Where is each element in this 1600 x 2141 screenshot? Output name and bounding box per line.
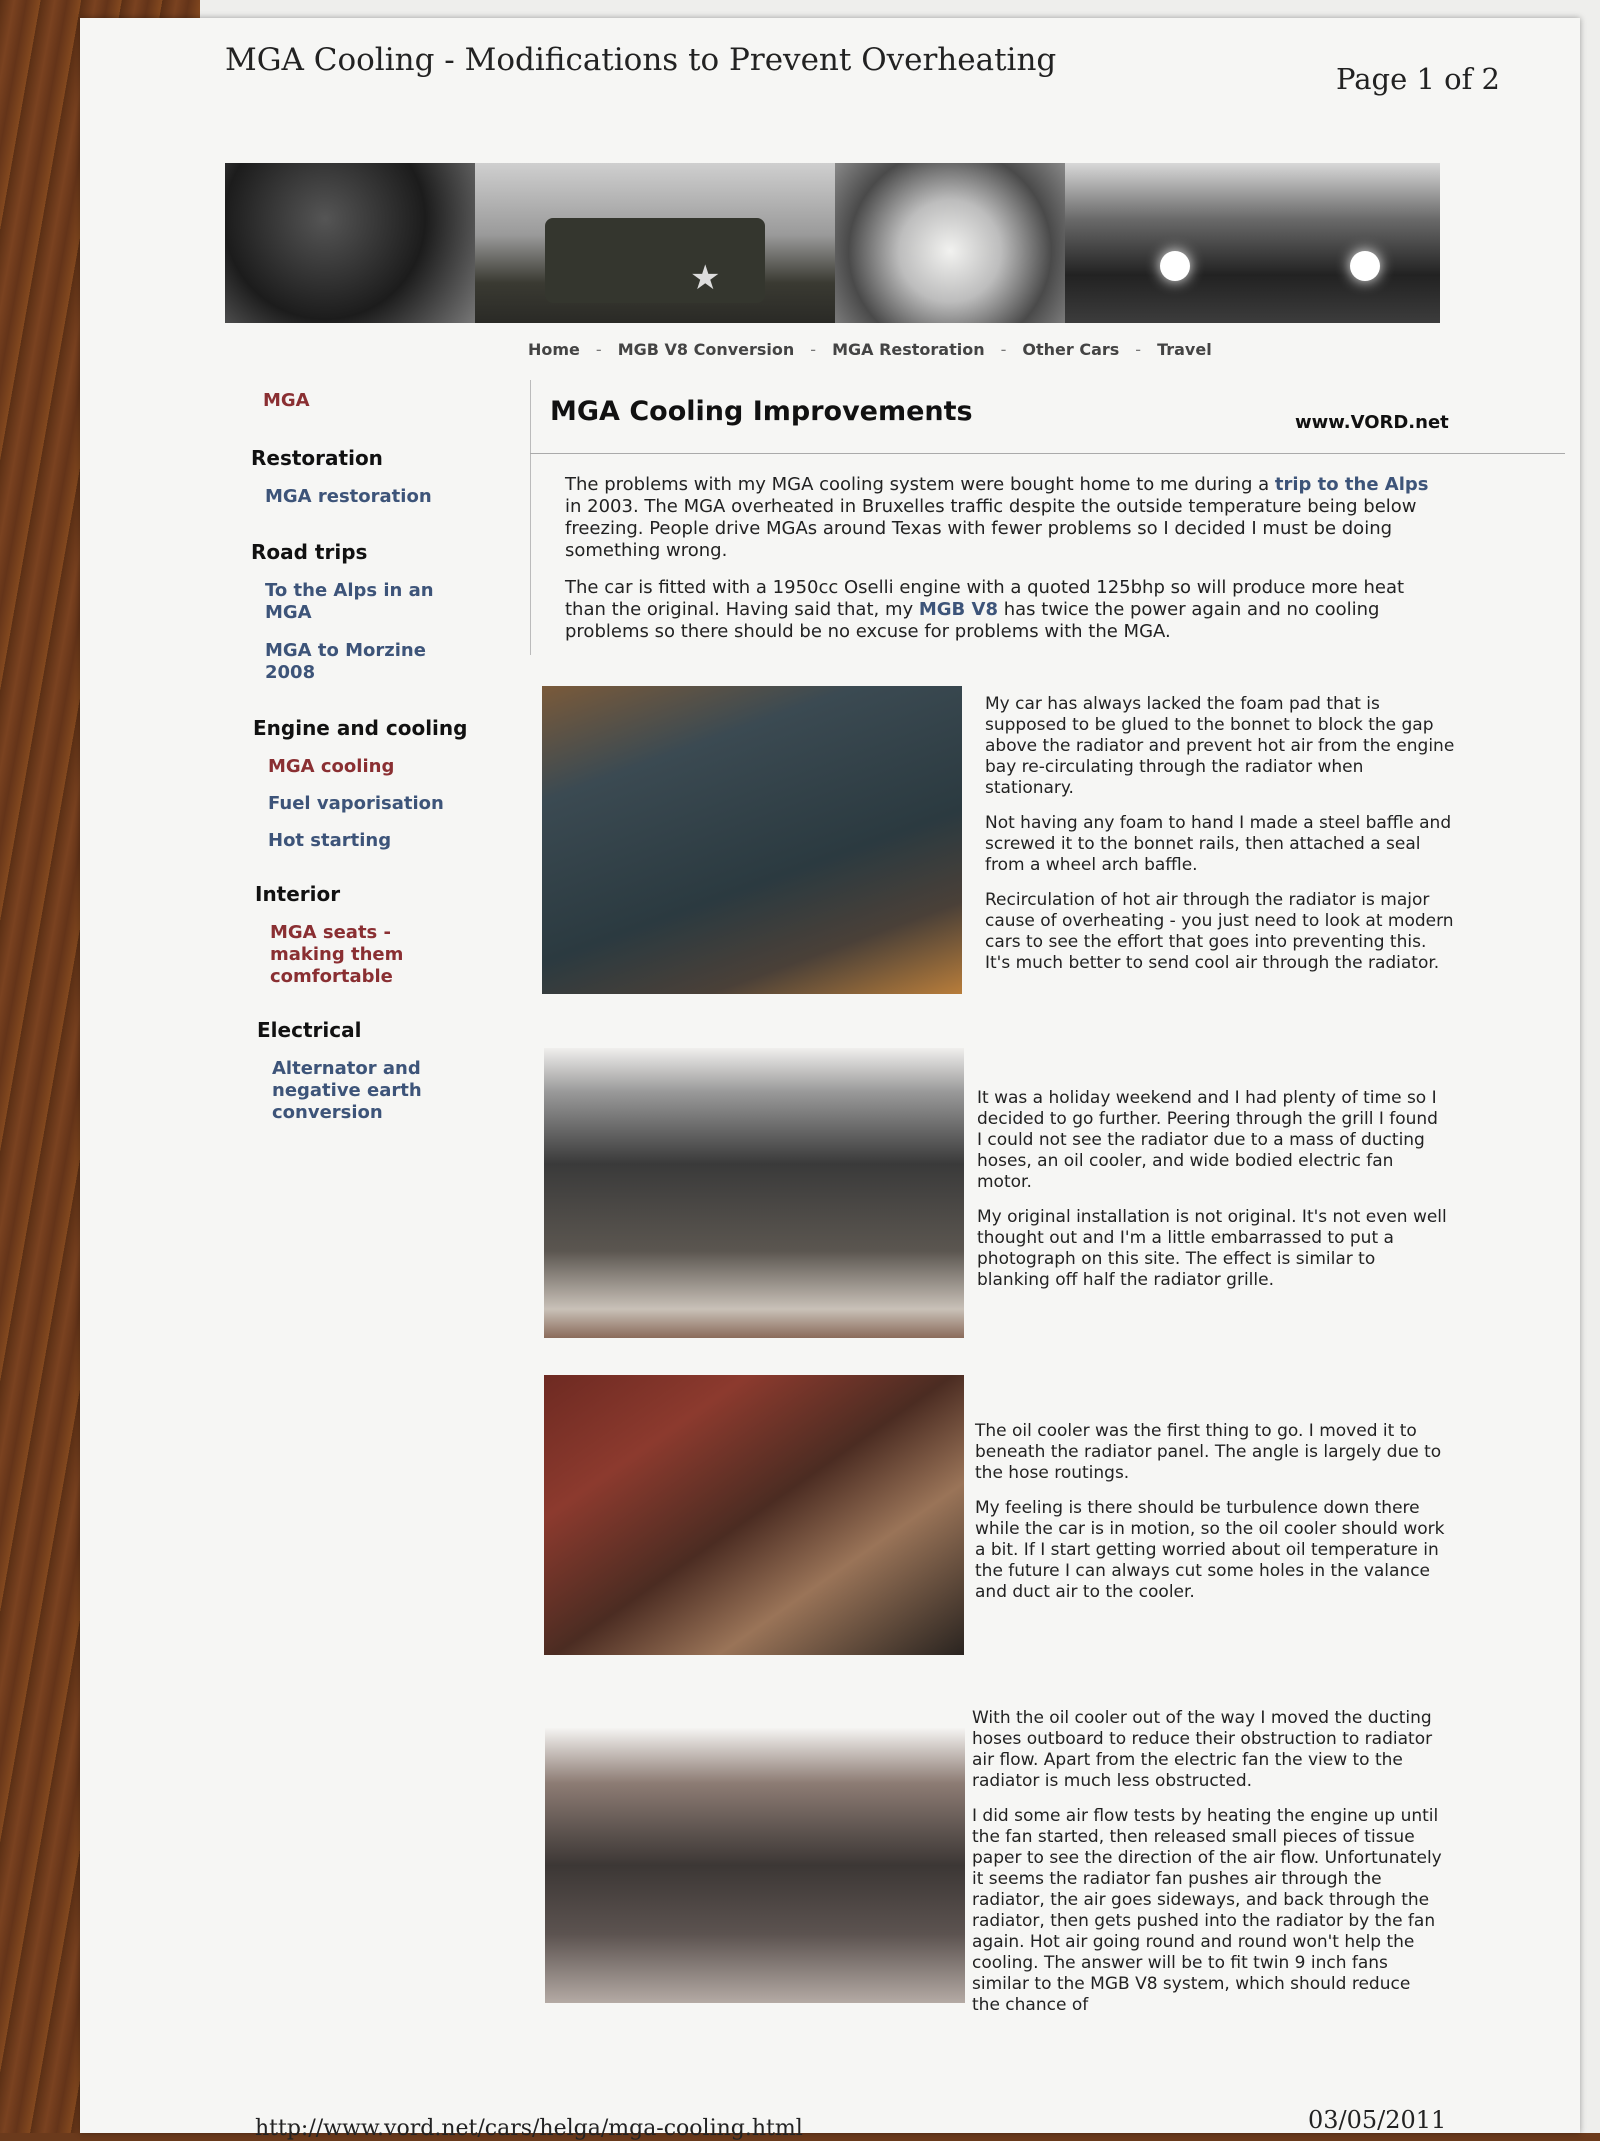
nav-travel[interactable]: Travel: [1157, 340, 1212, 359]
nav-mga-restoration[interactable]: MGA Restoration: [832, 340, 985, 359]
sidebar-heading-restoration: Restoration: [251, 446, 383, 470]
print-header-title: MGA Cooling - Modifications to Prevent Overheating: [225, 42, 1057, 78]
headlight-left: [1160, 251, 1190, 281]
print-footer-date: 03/05/2011: [1308, 2106, 1447, 2134]
print-footer-url: http://www.vord.net/cars/helga/mga-cooling.html: [255, 2116, 803, 2141]
banner-mga-car-photo: [1065, 163, 1440, 323]
text-block-4: With the oil cooler out of the way I moved the ducting hoses outboard to reduce their obstruction to radiator air flow. Apart from the electric fan the view to the radiator is much less obstructed. I did some air flow tests by heating the engine up until the fan started, then released small pieces of tissue paper to see the direction of the air flow. Unfortunately it seems the radiator fan pushes air through the radiator, the air goes sideways, and back through the radiator, then gets pushed into the radiator by the fan again. Hot air going round and round won't help the cooling. The answer will be to fit twin 9 inch fans similar to the MGB V8 system, which should reduce the chance of: [972, 1708, 1442, 2015]
photo-bonnet-baffle: [542, 686, 962, 994]
sidebar-heading-engine-cooling: Engine and cooling: [253, 716, 468, 740]
sidebar-link-fuel-vaporisation[interactable]: Fuel vaporisation: [268, 793, 444, 814]
intro-paragraph-2: The car is fitted with a 1950cc Oselli engine with a quoted 125bhp so will produce more heat than the original. Having said that, my MGB V8 has twice the power again and no cooling problems so there should be no excuse for problems with the MGA.: [565, 577, 1405, 642]
sidebar-link-alps[interactable]: To the Alps in an MGA: [265, 580, 434, 623]
content-divider-vertical: [530, 380, 531, 655]
link-trip-to-the-alps[interactable]: trip to the Alps: [1274, 474, 1429, 495]
banner-teddy-bear-photo: [835, 163, 1065, 323]
photo-grill-ducting: [544, 1048, 964, 1338]
banner-engine-photo: [225, 163, 475, 323]
banner-tank-photo: [475, 163, 835, 323]
page-title: MGA Cooling Improvements: [550, 396, 973, 427]
text-block-2: It was a holiday weekend and I had plenty of time so I decided to go further. Peering through the grill I found I could not see the radiator due to a mass of ducting hoses, an oil cooler, and wide bodied electric fan motor. My original installation is not original. It's not even well thought out and I'm a little embarrassed to put a photograph on this site. The effect is similar to blanking off half the radiator grille.: [977, 1088, 1447, 1290]
site-name: www.VORD.net: [1295, 412, 1449, 433]
text-block-3: The oil cooler was the first thing to go. I moved it to beneath the radiator panel. The angle is largely due to the hose routings. My feeling is there should be turbulence down there while the car is in motion, so the oil cooler should work a bit. If I start getting worried about oil temperature in the future I can always cut some holes in the valance and duct air to the cooler.: [975, 1421, 1445, 1602]
sidebar-link-morzine[interactable]: MGA to Morzine 2008: [265, 640, 426, 683]
sidebar-link-mga-cooling[interactable]: MGA cooling: [268, 756, 395, 777]
site-banner-image: [225, 163, 1440, 323]
sidebar-heading-electrical: Electrical: [257, 1018, 362, 1042]
star-icon: ★: [690, 258, 721, 298]
intro-text: [565, 474, 1445, 658]
tank-shape: [545, 218, 765, 303]
print-header-page-number: Page 1 of 2: [1336, 62, 1500, 96]
sidebar-link-alternator[interactable]: Alternator and negative earth conversion: [272, 1058, 422, 1123]
sidebar-heading-road-trips: Road trips: [251, 540, 368, 564]
sidebar-top-mga[interactable]: MGA: [263, 390, 310, 411]
nav-home[interactable]: Home: [528, 340, 580, 359]
intro-paragraph-1: The problems with my MGA cooling system were bought home to me during a trip to the Alps in 2003. The MGA overheated in Bruxelles traffic despite the outside temperature being below freezing. People drive MGAs around Texas with fewer problems so I decided I must be doing something wrong.: [565, 474, 1429, 561]
link-mgb-v8[interactable]: MGB V8: [918, 599, 998, 620]
sidebar-heading-interior: Interior: [255, 882, 341, 906]
photo-radiator-view: [545, 1728, 965, 2003]
text-block-1: My car has always lacked the foam pad that is supposed to be glued to the bonnet to block the gap above the radiator and prevent hot air from the engine bay re-circulating through the radiator when stationary. Not having any foam to hand I made a steel baffle and screwed it to the bonnet rails, then attached a seal from a wheel arch baffle. Recirculation of hot air through the radiator is major cause of overheating - you just need to look at modern cars to see the effort that goes into preventing this. It's much better to send cool air through the radiator.: [985, 694, 1455, 973]
nav-mgb-v8-conversion[interactable]: MGB V8 Conversion: [617, 340, 795, 359]
top-navigation: Home - MGB V8 Conversion - MGA Restoration - Other Cars - Travel: [528, 340, 1212, 359]
sidebar-link-mga-seats[interactable]: MGA seats - making them comfortable: [270, 922, 404, 987]
headlight-right: [1350, 251, 1380, 281]
nav-other-cars[interactable]: Other Cars: [1022, 340, 1120, 359]
photo-oil-cooler: [544, 1375, 964, 1655]
sidebar-link-hot-starting[interactable]: Hot starting: [268, 830, 392, 851]
title-divider: [530, 453, 1565, 454]
sidebar-link-mga-restoration[interactable]: MGA restoration: [265, 486, 432, 507]
printed-page: [80, 18, 1580, 2141]
